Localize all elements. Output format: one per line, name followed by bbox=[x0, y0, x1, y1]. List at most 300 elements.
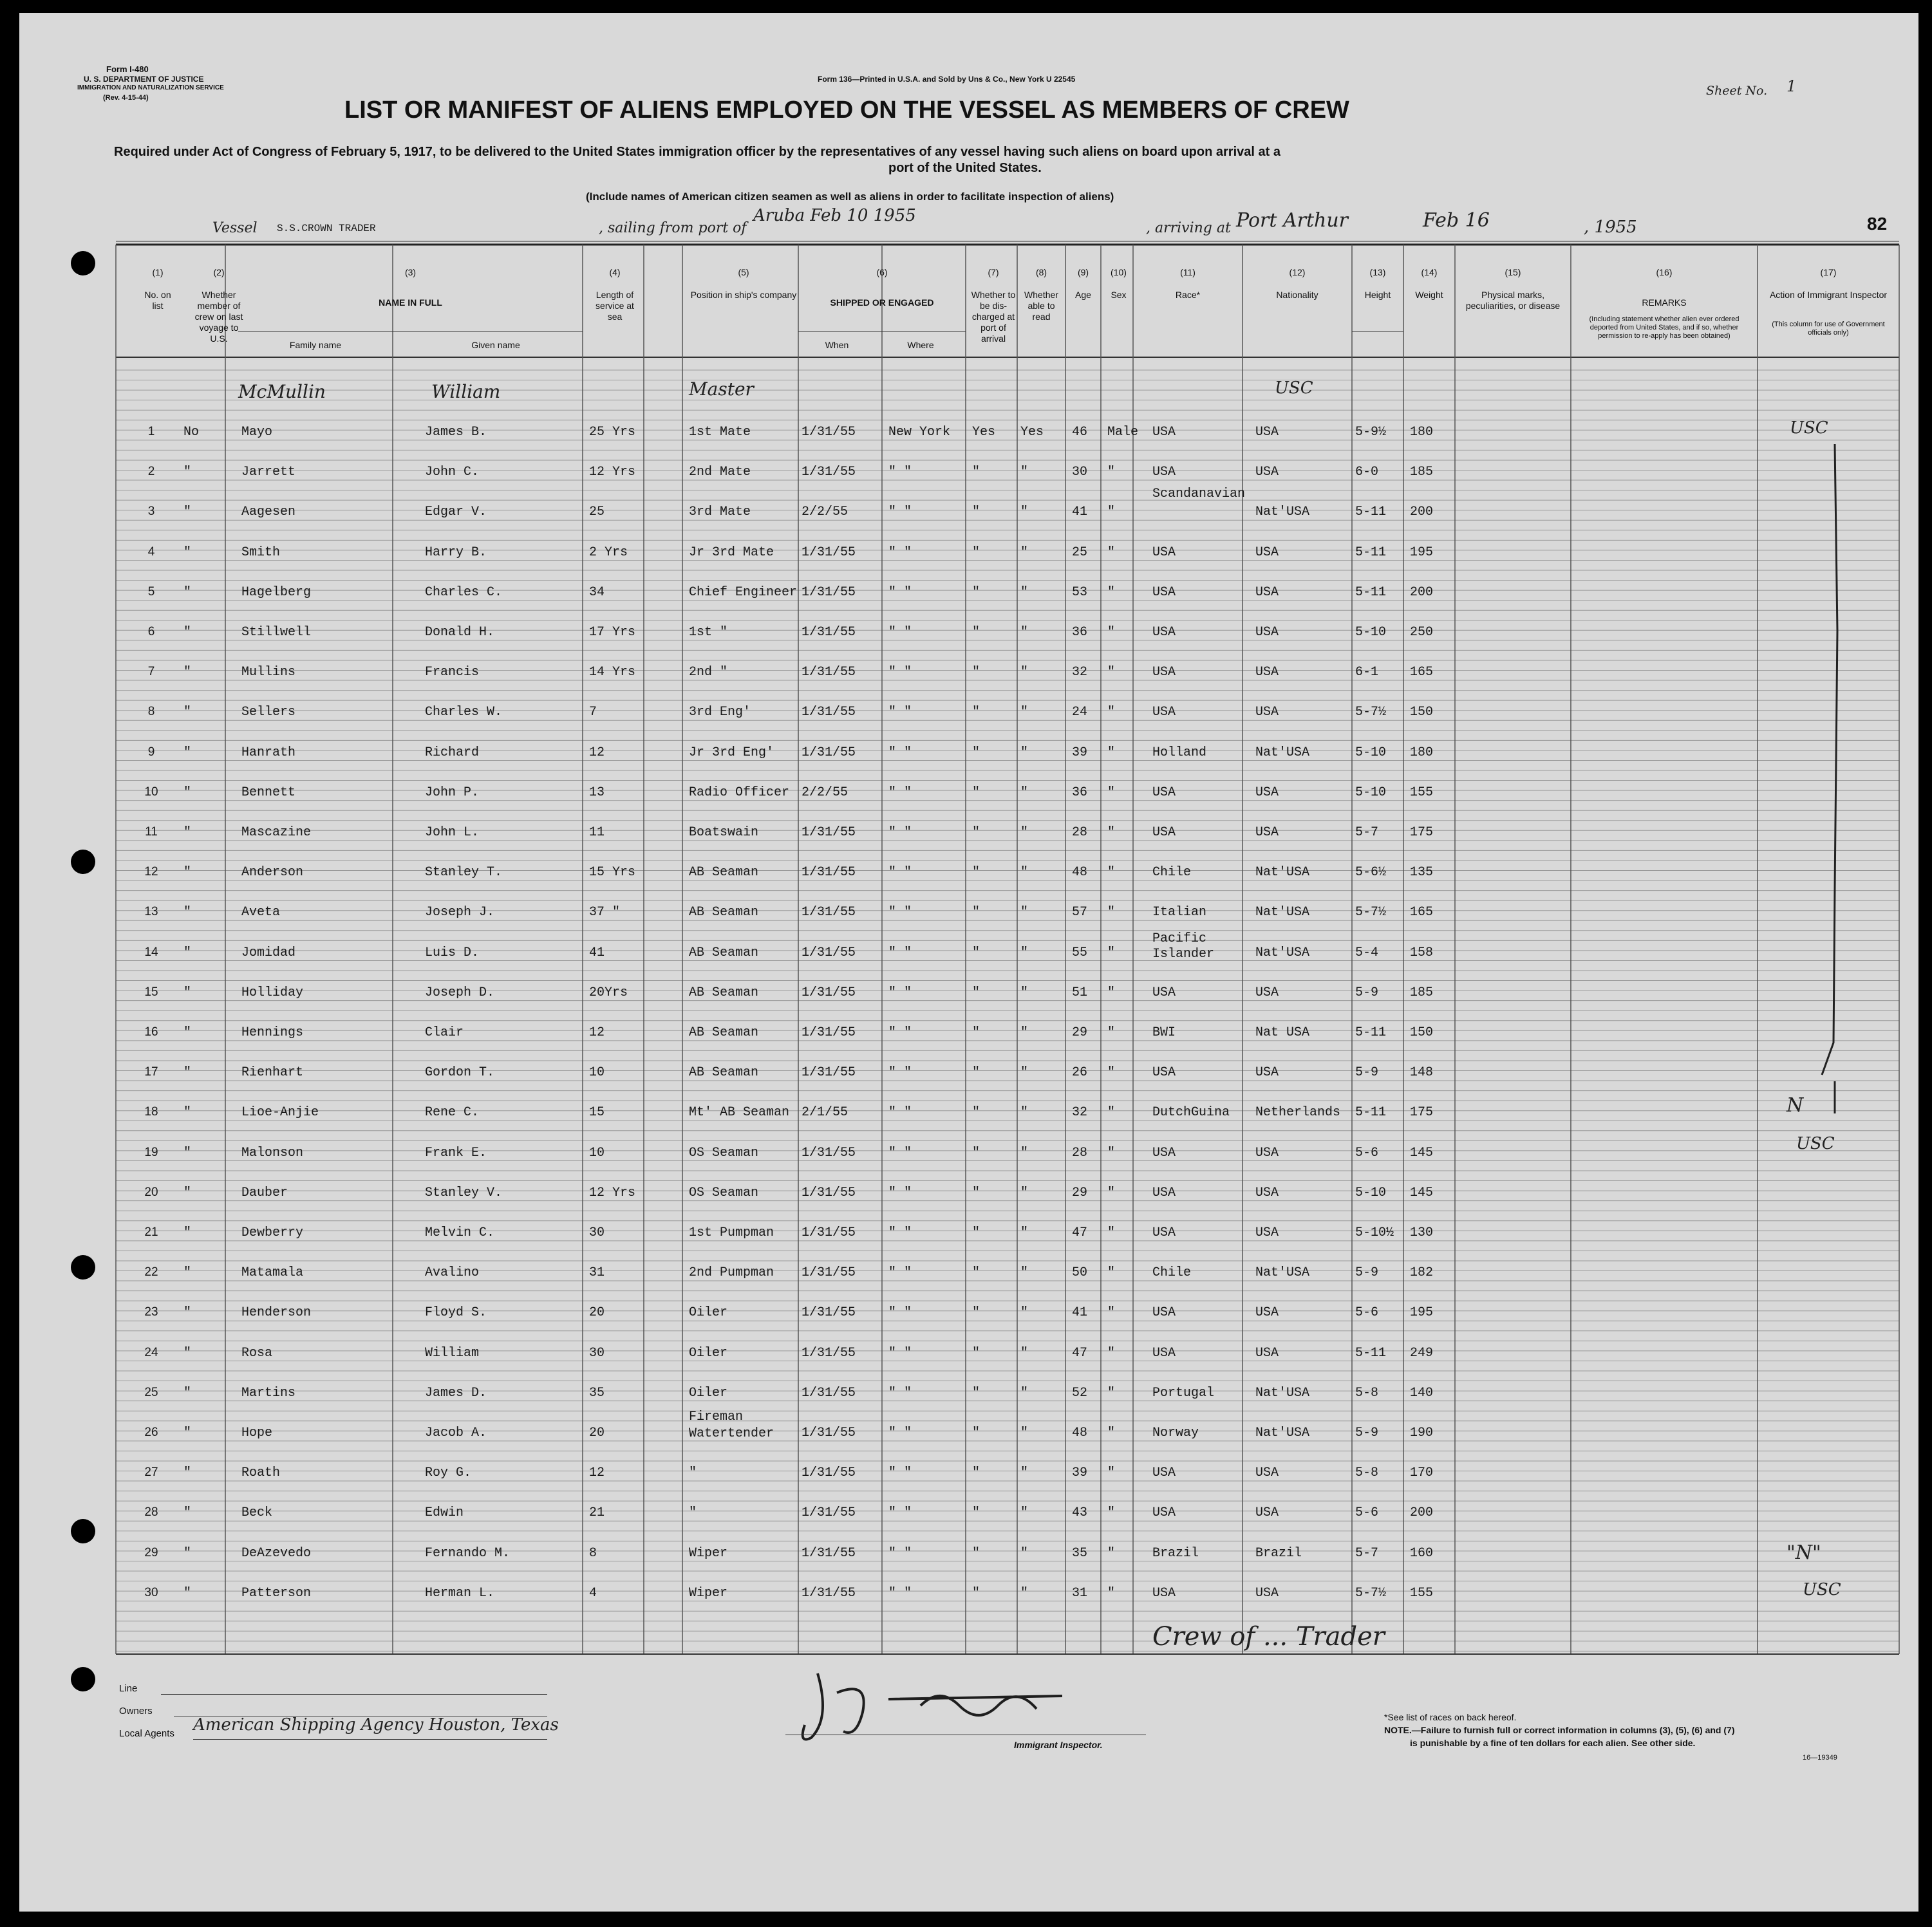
able-to-read: Yes bbox=[1020, 425, 1044, 440]
service-length: 12 bbox=[589, 745, 605, 760]
able-to-read: " bbox=[1020, 1145, 1029, 1160]
column-header: Race* bbox=[1175, 290, 1201, 300]
given-name: Melvin C. bbox=[425, 1225, 495, 1240]
weight: 150 bbox=[1410, 1025, 1434, 1040]
position: Jr 3rd Eng' bbox=[689, 745, 774, 760]
previous-voyage: " bbox=[183, 1426, 192, 1440]
family-name: Jarrett bbox=[241, 465, 296, 480]
height: 5-11 bbox=[1355, 1105, 1387, 1121]
able-to-read: " bbox=[1020, 1265, 1029, 1281]
able-to-read: " bbox=[1020, 1385, 1029, 1401]
race: USA bbox=[1152, 705, 1176, 720]
position: 1st " bbox=[689, 625, 728, 640]
row-number: 12 bbox=[144, 865, 158, 879]
weight: 165 bbox=[1410, 905, 1434, 920]
race: USA bbox=[1152, 1145, 1176, 1160]
binder-hole bbox=[71, 1519, 95, 1543]
sex: " bbox=[1107, 705, 1116, 720]
given-name: Floyd S. bbox=[425, 1305, 487, 1321]
position: " bbox=[689, 1505, 697, 1521]
shipped-when: 1/31/55 bbox=[802, 465, 856, 480]
column-number: (1) bbox=[152, 267, 164, 277]
nationality: USA bbox=[1255, 1065, 1279, 1081]
column-number: (9) bbox=[1077, 267, 1089, 277]
age: 29 bbox=[1072, 1025, 1088, 1040]
row-number: 10 bbox=[144, 785, 158, 799]
discharged: " bbox=[972, 905, 980, 920]
race: USA bbox=[1152, 425, 1176, 440]
height: 5-7 bbox=[1355, 825, 1379, 840]
column-header: Sex bbox=[1111, 290, 1127, 300]
shipped-when: 1/31/55 bbox=[802, 865, 856, 880]
shipped-when: 1/31/55 bbox=[802, 545, 856, 560]
height: 5-7½ bbox=[1355, 705, 1387, 720]
age: 26 bbox=[1072, 1065, 1088, 1081]
discharged: " bbox=[972, 945, 980, 960]
age: 24 bbox=[1072, 705, 1088, 720]
position: Oiler bbox=[689, 1345, 728, 1361]
able-to-read: " bbox=[1020, 545, 1029, 560]
service-length: 21 bbox=[589, 1505, 605, 1521]
able-to-read: " bbox=[1020, 1065, 1029, 1081]
race: USA bbox=[1152, 625, 1176, 640]
weight: 200 bbox=[1410, 1505, 1434, 1521]
discharged: " bbox=[972, 545, 980, 560]
form-revision: (Rev. 4-15-44) bbox=[103, 94, 149, 102]
column-header: Length of service at sea bbox=[596, 290, 634, 322]
weight: 195 bbox=[1410, 1305, 1434, 1321]
able-to-read: " bbox=[1020, 825, 1029, 840]
nationality: Nat USA bbox=[1255, 1025, 1310, 1040]
service-length: 13 bbox=[589, 785, 605, 800]
able-to-read: " bbox=[1020, 1305, 1029, 1321]
given-name: Stanley V. bbox=[425, 1185, 503, 1200]
discharged: Yes bbox=[972, 425, 996, 440]
weight: 185 bbox=[1410, 985, 1434, 1000]
inspector-note: (This column for use of Government officials only) bbox=[1772, 321, 1885, 337]
able-to-read: " bbox=[1020, 1345, 1029, 1361]
discharged: " bbox=[972, 1225, 980, 1240]
able-to-read: " bbox=[1020, 1185, 1029, 1200]
race: USA bbox=[1152, 1225, 1176, 1240]
family-name-header: Family name bbox=[289, 340, 342, 350]
shipped-where: " " bbox=[888, 505, 912, 520]
given-name: William bbox=[425, 1345, 480, 1361]
column-header: Age bbox=[1075, 290, 1091, 300]
column-number: (10) bbox=[1111, 267, 1127, 277]
given-name: Stanley T. bbox=[425, 865, 503, 880]
sex: " bbox=[1107, 985, 1116, 1000]
nationality: Nat'USA bbox=[1255, 905, 1310, 920]
position: OS Seaman bbox=[689, 1185, 759, 1200]
position: 2nd Pumpman bbox=[689, 1265, 774, 1281]
age: 31 bbox=[1072, 1585, 1088, 1601]
column-number: (4) bbox=[609, 267, 621, 277]
age: 46 bbox=[1072, 425, 1088, 440]
given-name: Frank E. bbox=[425, 1145, 487, 1160]
age: 39 bbox=[1072, 1466, 1088, 1481]
service-length: 14 Yrs bbox=[589, 665, 636, 680]
discharged: " bbox=[972, 1025, 980, 1040]
previous-voyage: " bbox=[183, 1385, 192, 1401]
sheet-number-label: Sheet No. bbox=[1706, 84, 1768, 98]
discharged: " bbox=[972, 1065, 980, 1081]
shipped-where: " " bbox=[888, 1025, 912, 1040]
inspector-mark: USC bbox=[1803, 1580, 1841, 1599]
family-name: Hope bbox=[241, 1426, 273, 1440]
age: 35 bbox=[1072, 1545, 1088, 1561]
discharged: " bbox=[972, 625, 980, 640]
sex: " bbox=[1107, 1426, 1116, 1440]
nationality: USA bbox=[1255, 1305, 1279, 1321]
given-name: Charles C. bbox=[425, 584, 503, 600]
sex: " bbox=[1107, 785, 1116, 800]
able-to-read: " bbox=[1020, 1025, 1029, 1040]
race: Italian bbox=[1152, 905, 1207, 920]
previous-voyage: " bbox=[183, 1185, 192, 1200]
shipped-when: 1/31/55 bbox=[802, 745, 856, 760]
weight: 135 bbox=[1410, 865, 1434, 880]
sex: " bbox=[1107, 1545, 1116, 1561]
family-name: Aagesen bbox=[241, 505, 296, 520]
position: Chief Engineer bbox=[689, 584, 798, 600]
able-to-read: " bbox=[1020, 505, 1029, 520]
age: 30 bbox=[1072, 465, 1088, 480]
discharged: " bbox=[972, 1426, 980, 1440]
discharged: " bbox=[972, 1345, 980, 1361]
position: 3rd Mate bbox=[689, 505, 751, 520]
height: 5-10 bbox=[1355, 625, 1387, 640]
sex: " bbox=[1107, 1305, 1116, 1321]
penalty-note-2: is punishable by a fine of ten dollars for each alien. See other side. bbox=[1410, 1738, 1696, 1748]
age: 53 bbox=[1072, 584, 1088, 600]
shipped-where: " " bbox=[888, 905, 912, 920]
weight: 200 bbox=[1410, 584, 1434, 600]
position: Radio Officer bbox=[689, 785, 790, 800]
previous-voyage: " bbox=[183, 584, 192, 600]
previous-voyage: " bbox=[183, 1545, 192, 1561]
races-note: *See list of races on back hereof. bbox=[1384, 1712, 1517, 1722]
column-header: Whether member of crew on last voyage to U.S. bbox=[194, 290, 243, 344]
sex: " bbox=[1107, 1105, 1116, 1121]
race: Chile bbox=[1152, 1265, 1192, 1281]
service-length: 10 bbox=[589, 1145, 605, 1160]
previous-voyage: " bbox=[183, 1065, 192, 1081]
previous-voyage: " bbox=[183, 1505, 192, 1521]
shipped-when: 1/31/55 bbox=[802, 1305, 856, 1321]
age: 28 bbox=[1072, 825, 1088, 840]
height: 5-7½ bbox=[1355, 905, 1387, 920]
column-header: NAME IN FULL bbox=[379, 297, 442, 308]
subtitle-include: (Include names of American citizen seamen as well as aliens in order to facilitate inspection of aliens) bbox=[586, 191, 1114, 203]
discharged: " bbox=[972, 825, 980, 840]
weight: 145 bbox=[1410, 1145, 1434, 1160]
arriving-label: , arriving at bbox=[1146, 220, 1231, 236]
service-length: 15 Yrs bbox=[589, 865, 636, 880]
shipped-when: 1/31/55 bbox=[802, 1145, 856, 1160]
shipped-when: 1/31/55 bbox=[802, 625, 856, 640]
discharged: " bbox=[972, 985, 980, 1000]
given-name: Donald H. bbox=[425, 625, 495, 640]
age: 29 bbox=[1072, 1185, 1088, 1200]
agents-label: Local Agents bbox=[119, 1728, 174, 1739]
column-number: (2) bbox=[213, 267, 225, 277]
family-name: Hagelberg bbox=[241, 584, 312, 600]
sailing-label: , sailing from port of bbox=[599, 220, 747, 236]
race: USA bbox=[1152, 1065, 1176, 1081]
shipped-where: " " bbox=[888, 1145, 912, 1160]
height: 5-11 bbox=[1355, 545, 1387, 560]
discharged: " bbox=[972, 1185, 980, 1200]
family-name: Mayo bbox=[241, 425, 273, 440]
family-name: Dewberry bbox=[241, 1225, 304, 1240]
nationality: Nat'USA bbox=[1255, 865, 1310, 880]
service-length: 12 Yrs bbox=[589, 465, 636, 480]
owners-label: Owners bbox=[119, 1706, 153, 1717]
shipped-where: " " bbox=[888, 745, 912, 760]
weight: 148 bbox=[1410, 1065, 1434, 1081]
shipped-when: 1/31/55 bbox=[802, 1265, 856, 1281]
previous-voyage: " bbox=[183, 785, 192, 800]
row-number: 17 bbox=[144, 1065, 158, 1079]
given-name: Edgar V. bbox=[425, 505, 487, 520]
sheet-number: 1 bbox=[1787, 77, 1797, 95]
weight: 182 bbox=[1410, 1265, 1434, 1281]
height: 5-6½ bbox=[1355, 865, 1387, 880]
binder-hole bbox=[71, 1255, 95, 1280]
age: 32 bbox=[1072, 1105, 1088, 1121]
previous-voyage: " bbox=[183, 705, 192, 720]
sex: " bbox=[1107, 1385, 1116, 1401]
nationality: USA bbox=[1255, 705, 1279, 720]
weight: 150 bbox=[1410, 705, 1434, 720]
shipped-where: " " bbox=[888, 1105, 912, 1121]
position: Wiper bbox=[689, 1545, 728, 1561]
previous-voyage: " bbox=[183, 745, 192, 760]
shipped-when: 1/31/55 bbox=[802, 1585, 856, 1601]
race: Pacific Islander bbox=[1152, 931, 1215, 962]
family-name: Dauber bbox=[241, 1185, 288, 1200]
sex: " bbox=[1107, 665, 1116, 680]
race: USA bbox=[1152, 1505, 1176, 1521]
sex: " bbox=[1107, 865, 1116, 880]
previous-voyage: " bbox=[183, 625, 192, 640]
line-rule bbox=[161, 1694, 547, 1695]
shipped-when: 2/1/55 bbox=[802, 1105, 849, 1121]
family-name: Martins bbox=[241, 1385, 296, 1401]
given-name: Fernando M. bbox=[425, 1545, 511, 1561]
previous-voyage: " bbox=[183, 825, 192, 840]
age: 48 bbox=[1072, 1426, 1088, 1440]
nationality: USA bbox=[1255, 985, 1279, 1000]
given-name: Luis D. bbox=[425, 945, 480, 960]
row-number: 2 bbox=[147, 465, 155, 479]
row-number: 7 bbox=[147, 665, 155, 679]
position: Fireman Watertender bbox=[689, 1410, 774, 1441]
age: 39 bbox=[1072, 745, 1088, 760]
sex: " bbox=[1107, 465, 1116, 480]
column-number: (7) bbox=[988, 267, 999, 277]
weight: 175 bbox=[1410, 825, 1434, 840]
weight: 160 bbox=[1410, 1545, 1434, 1561]
inspector-label: Immigrant Inspector. bbox=[1014, 1740, 1103, 1750]
nationality: USA bbox=[1255, 625, 1279, 640]
height: 5-6 bbox=[1355, 1505, 1379, 1521]
service-length: 8 bbox=[589, 1545, 597, 1561]
age: 36 bbox=[1072, 785, 1088, 800]
family-name: Roath bbox=[241, 1466, 281, 1481]
shipped-where: " " bbox=[888, 1065, 912, 1081]
family-name: Patterson bbox=[241, 1585, 312, 1601]
sex: " bbox=[1107, 1466, 1116, 1481]
weight: 249 bbox=[1410, 1345, 1434, 1361]
height: 5-10½ bbox=[1355, 1225, 1394, 1240]
nationality: Netherlands bbox=[1255, 1105, 1341, 1121]
able-to-read: " bbox=[1020, 1426, 1029, 1440]
row-number: 11 bbox=[145, 825, 158, 839]
row-number: 6 bbox=[147, 625, 155, 638]
able-to-read: " bbox=[1020, 865, 1029, 880]
shipped-where: " " bbox=[888, 945, 912, 960]
row-number: 29 bbox=[144, 1545, 158, 1559]
able-to-read: " bbox=[1020, 745, 1029, 760]
shipped-where: " " bbox=[888, 1345, 912, 1361]
position: Oiler bbox=[689, 1385, 728, 1401]
column-number: (13) bbox=[1369, 267, 1386, 277]
height: 5-9 bbox=[1355, 985, 1379, 1000]
shipped-where: " " bbox=[888, 1545, 912, 1561]
given-name: Herman L. bbox=[425, 1585, 495, 1601]
given-name: John C. bbox=[425, 465, 480, 480]
sex: " bbox=[1107, 584, 1116, 600]
able-to-read: " bbox=[1020, 785, 1029, 800]
shipped-where: " " bbox=[888, 705, 912, 720]
row-number: 27 bbox=[144, 1466, 158, 1480]
family-name: Lioe-Anjie bbox=[241, 1105, 319, 1121]
race: USA bbox=[1152, 1185, 1176, 1200]
race: Holland bbox=[1152, 745, 1207, 760]
nationality: USA bbox=[1255, 465, 1279, 480]
shipped-when: 2/2/55 bbox=[802, 505, 849, 520]
age: 57 bbox=[1072, 905, 1088, 920]
position: Boatswain bbox=[689, 825, 759, 840]
race: DutchGuina bbox=[1152, 1105, 1230, 1121]
nationality: Nat'USA bbox=[1255, 745, 1310, 760]
sex: Male bbox=[1107, 425, 1139, 440]
weight: 175 bbox=[1410, 1105, 1434, 1121]
shipped-when: 1/31/55 bbox=[802, 1025, 856, 1040]
race: Chile bbox=[1152, 865, 1192, 880]
nationality: Nat'USA bbox=[1255, 505, 1310, 520]
row-number: 28 bbox=[144, 1505, 158, 1520]
shipped-when: 1/31/55 bbox=[802, 1545, 856, 1561]
family-name: Holliday bbox=[241, 985, 304, 1000]
age: 28 bbox=[1072, 1145, 1088, 1160]
row-number: 16 bbox=[144, 1025, 158, 1039]
column-header: Height bbox=[1364, 290, 1391, 300]
shipped-when: 1/31/55 bbox=[802, 1426, 856, 1440]
service-length: 41 bbox=[589, 945, 605, 960]
race: USA bbox=[1152, 985, 1176, 1000]
local-agents-value: American Shipping Agency Houston, Texas bbox=[193, 1715, 559, 1735]
nationality: Nat'USA bbox=[1255, 945, 1310, 960]
sex: " bbox=[1107, 1025, 1116, 1040]
age: 43 bbox=[1072, 1505, 1088, 1521]
master-nationality: USC bbox=[1275, 378, 1313, 398]
discharged: " bbox=[972, 465, 980, 480]
row-number: 19 bbox=[144, 1145, 158, 1159]
shipped-when: 1/31/55 bbox=[802, 1466, 856, 1481]
discharged: " bbox=[972, 665, 980, 680]
column-number: (11) bbox=[1180, 267, 1196, 277]
inspector-bracket-line bbox=[1809, 438, 1861, 1113]
age: 25 bbox=[1072, 545, 1088, 560]
shipped-when: 1/31/55 bbox=[802, 945, 856, 960]
inspector-mark: USC bbox=[1796, 1134, 1835, 1153]
race: USA bbox=[1152, 465, 1176, 480]
discharged: " bbox=[972, 1305, 980, 1321]
row-number: 21 bbox=[144, 1225, 158, 1239]
race: Brazil bbox=[1152, 1545, 1199, 1561]
sex: " bbox=[1107, 1585, 1116, 1601]
column-number: (15) bbox=[1505, 267, 1521, 277]
given-name: Jacob A. bbox=[425, 1426, 487, 1440]
sex: " bbox=[1107, 1505, 1116, 1521]
height: 5-9 bbox=[1355, 1065, 1379, 1081]
height: 5-10 bbox=[1355, 785, 1387, 800]
shipped-when: 1/31/55 bbox=[802, 1505, 856, 1521]
nationality: USA bbox=[1255, 1145, 1279, 1160]
age: 32 bbox=[1072, 665, 1088, 680]
subtitle-act: Required under Act of Congress of February 5, 1917, to be delivered to the United States immigration officer by the representatives of any vessel having such aliens on board upon arrival at a bbox=[114, 145, 1280, 159]
sex: " bbox=[1107, 505, 1116, 520]
nationality: Nat'USA bbox=[1255, 1426, 1310, 1440]
weight: 158 bbox=[1410, 945, 1434, 960]
shipped-where: " " bbox=[888, 1385, 912, 1401]
weight: 250 bbox=[1410, 625, 1434, 640]
given-name: James B. bbox=[425, 425, 487, 440]
previous-voyage: " bbox=[183, 1265, 192, 1281]
discharged: " bbox=[972, 1505, 980, 1521]
able-to-read: " bbox=[1020, 1545, 1029, 1561]
remarks-note: (Including statement whether alien ever ordered deported from United States, and if so, whether permission to re-apply has been obtained) bbox=[1589, 315, 1740, 340]
family-name: Anderson bbox=[241, 865, 304, 880]
position: " bbox=[689, 1466, 697, 1481]
service-length: 20 bbox=[589, 1305, 605, 1321]
race: USA bbox=[1152, 545, 1176, 560]
nationality: USA bbox=[1255, 1505, 1279, 1521]
shipped-when: 1/31/55 bbox=[802, 985, 856, 1000]
service-length: 7 bbox=[589, 705, 597, 720]
previous-voyage: " bbox=[183, 505, 192, 520]
inspector-mark: N bbox=[1787, 1094, 1804, 1117]
row-number: 4 bbox=[147, 545, 155, 559]
discharged: " bbox=[972, 1265, 980, 1281]
discharged: " bbox=[972, 865, 980, 880]
discharged: " bbox=[972, 785, 980, 800]
age: 41 bbox=[1072, 505, 1088, 520]
weight: 190 bbox=[1410, 1426, 1434, 1440]
height: 5-11 bbox=[1355, 1025, 1387, 1040]
service-length: 12 bbox=[589, 1466, 605, 1481]
arrival-date: Feb 16 bbox=[1423, 209, 1490, 232]
previous-voyage: " bbox=[183, 1145, 192, 1160]
service-length: 30 bbox=[589, 1345, 605, 1361]
given-name: Gordon T. bbox=[425, 1065, 495, 1081]
inspector-mark: USC bbox=[1790, 418, 1828, 438]
nationality: Nat'USA bbox=[1255, 1265, 1310, 1281]
able-to-read: " bbox=[1020, 465, 1029, 480]
